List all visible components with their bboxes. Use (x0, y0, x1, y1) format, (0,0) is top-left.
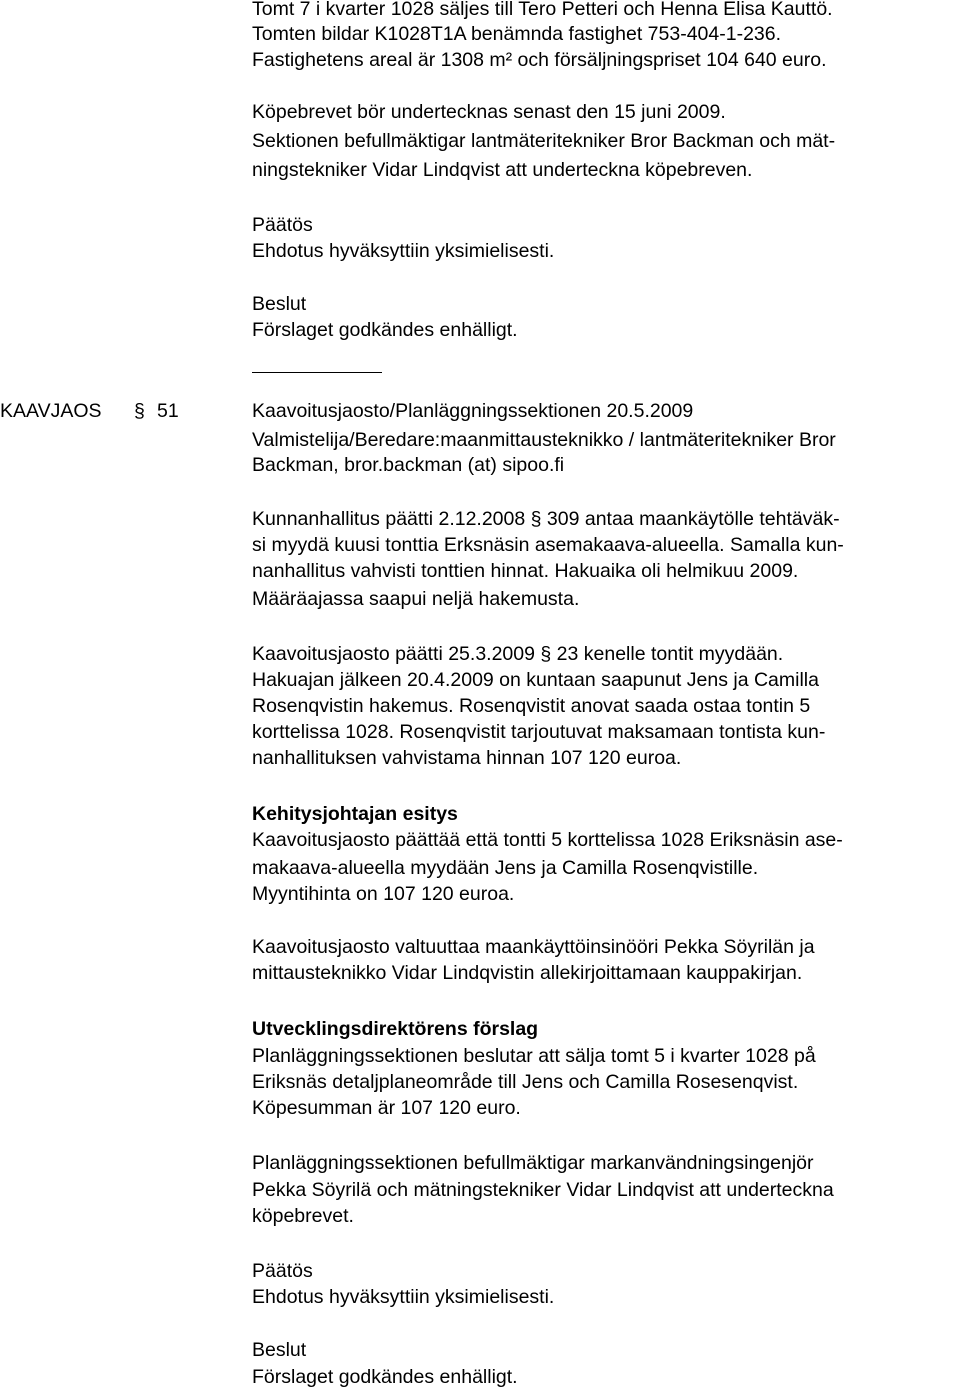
proposal-heading-sv: Utvecklingsdirektörens förslag (252, 1018, 539, 1040)
decision-label-sv: Beslut (252, 1339, 307, 1361)
text-line: Rosenqvistin hakemus. Rosenqvistit anovat saada ostaa tontin 5 (252, 695, 811, 717)
section-contact: Backman, bror.backman (at) sipoo.fi (252, 454, 565, 476)
text-line: Planläggningssektionen beslutar att sälja tomt 5 i kvarter 1028 på (252, 1045, 816, 1067)
decision-label-fi: Päätös (252, 1260, 313, 1282)
text-line: Kaavoitusjaosto valtuuttaa maankäyttöinsinööri Pekka Söyrilän ja (252, 936, 815, 958)
section-preparer: Valmistelija/Beredare:maanmittausteknikko / lantmäteritekniker Bror (252, 429, 836, 451)
text-line: Hakuajan jälkeen 20.4.2009 on kuntaan saapunut Jens ja Camilla (252, 669, 819, 691)
text-line: Sektionen befullmäktigar lantmäteritekniker Bror Backman och mät- (252, 130, 836, 152)
decision-label-sv: Beslut (252, 293, 307, 315)
decision-text-sv: Förslaget godkändes enhälligt. (252, 1366, 518, 1388)
text-line: Kunnanhallitus päätti 2.12.2008 § 309 antaa maankäytölle tehtäväk- (252, 508, 840, 530)
text-line: Tomten bildar K1028T1A benämnda fastighet 753-404-1-236. (252, 23, 782, 45)
proposal-heading-fi: Kehitysjohtajan esitys (252, 803, 458, 825)
text-line: nanhallituksen vahvistama hinnan 107 120 euroa. (252, 747, 682, 769)
text-line: si myydä kuusi tonttia Erksnäsin asemakaava-alueella. Samalla kun- (252, 534, 844, 556)
section-code: KAAVJAOS (0, 400, 102, 422)
section-symbol: § (134, 400, 145, 422)
text-line: köpebrevet. (252, 1205, 354, 1227)
section-number: 51 (157, 400, 179, 422)
text-line: Kaavoitusjaosto päätti 25.3.2009 § 23 kenelle tontit myydään. (252, 643, 784, 665)
text-line: Kaavoitusjaosto päättää että tontti 5 korttelissa 1028 Eriksnäsin ase- (252, 829, 843, 851)
text-line: Köpebrevet bör undertecknas senast den 15 juni 2009. (252, 101, 726, 123)
text-line: mittausteknikko Vidar Lindqvistin allekirjoittamaan kauppakirjan. (252, 962, 803, 984)
text-line: nanhallitus vahvisti tonttien hinnat. Hakuaika oli helmikuu 2009. (252, 560, 799, 582)
section-heading: Kaavoitusjaosto/Planläggningssektionen 20.5.2009 (252, 400, 694, 422)
decision-text-fi: Ehdotus hyväksyttiin yksimielisesti. (252, 240, 555, 262)
separator-line (252, 372, 382, 373)
decision-text-fi: Ehdotus hyväksyttiin yksimielisesti. (252, 1286, 555, 1308)
text-line: Köpesumman är 107 120 euro. (252, 1097, 521, 1119)
text-line: Fastighetens areal är 1308 m² och försäljningspriset 104 640 euro. (252, 49, 827, 71)
text-line: Eriksnäs detaljplaneområde till Jens och Camilla Rosesenqvist. (252, 1071, 799, 1093)
text-line: korttelissa 1028. Rosenqvistit tarjoutuvat maksamaan tontista kun- (252, 721, 826, 743)
text-line: Myyntihinta on 107 120 euroa. (252, 883, 515, 905)
text-line: Tomt 7 i kvarter 1028 säljes till Tero Petteri och Henna Elisa Kauttö. (252, 0, 833, 20)
decision-label-fi: Päätös (252, 214, 313, 236)
text-line: Planläggningssektionen befullmäktigar markanvändningsingenjör (252, 1152, 814, 1174)
text-line: Määräajassa saapui neljä hakemusta. (252, 588, 580, 610)
text-line: Pekka Söyrilä och mätningstekniker Vidar Lindqvist att underteckna (252, 1179, 834, 1201)
text-line: ningstekniker Vidar Lindqvist att underteckna köpebreven. (252, 159, 753, 181)
decision-text-sv: Förslaget godkändes enhälligt. (252, 319, 518, 341)
text-line: makaava-alueella myydään Jens ja Camilla Rosenqvistille. (252, 857, 759, 879)
